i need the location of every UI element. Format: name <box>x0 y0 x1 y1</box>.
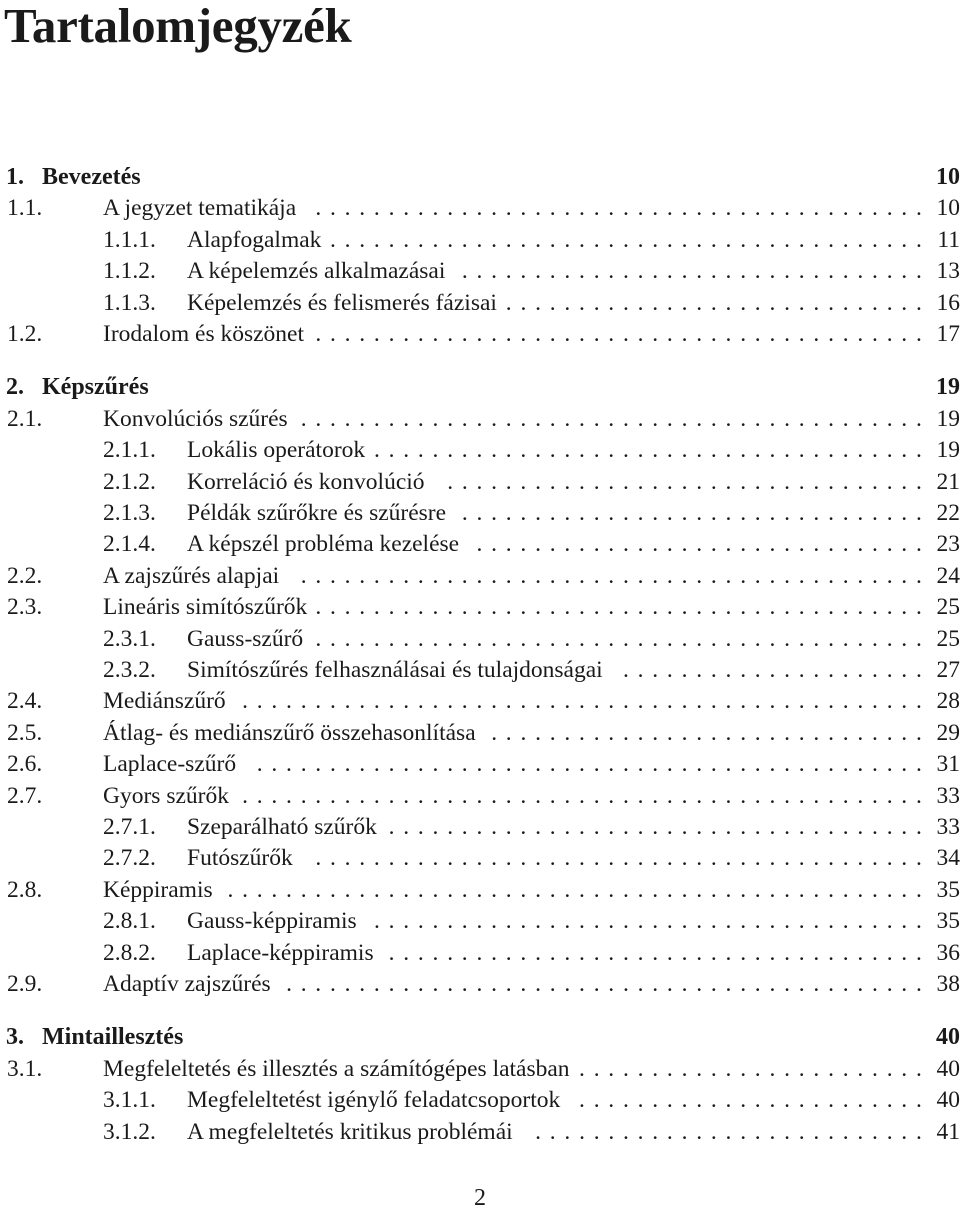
toc-dot-leader: . . . . . . . . . . . . . . . . . . . . . <box>611 655 930 685</box>
toc-entry-page: 36 <box>937 938 960 968</box>
toc-entry-page: 10 <box>936 162 960 192</box>
toc-entry-title: Konvolúciós szűrés <box>103 404 288 434</box>
toc-entry-number: 2.1.1. <box>103 435 156 465</box>
toc-entry-number: 2.5. <box>7 718 42 748</box>
toc-dot-leader: . . . . . . . . . . . . . . . . . . . . . . . . <box>578 1054 930 1084</box>
toc-dot-leader: . . . . . . . . . . . . . . . . . . . . . . . . . . . . . . . . . . . . . . . . . . . . . . . . <box>221 875 930 905</box>
toc-dot-leader: . . . . . . . . . . . . . . . . . . . . . . . . . . . . . . . <box>467 529 930 559</box>
toc-section-entry[interactable] <box>0 592 960 622</box>
toc-entry-number: 2.1.4. <box>103 529 156 559</box>
toc-entry-page: 33 <box>937 781 960 811</box>
toc-entry-number: 2.7. <box>7 781 42 811</box>
toc-section-entry[interactable] <box>0 404 960 434</box>
toc-entry-page: 22 <box>937 498 960 528</box>
toc-subsection-entry[interactable] <box>0 1085 960 1115</box>
toc-entry-number: 2.1.2. <box>103 467 156 497</box>
toc-section-entry[interactable] <box>0 319 960 349</box>
toc-entry-title: Alapfogalmak <box>187 225 321 255</box>
toc-dot-leader: . . . . . . . . . . . . . . . . . . . . . . . . . . . . . . . . . . . . . . . . . . <box>312 319 930 349</box>
toc-dot-leader: . . . . . . . . . . . . . . . . . . . . . . . . . . . . . . . . . . . . . . . . . . <box>311 624 930 654</box>
toc-entry-number: 1.1.1. <box>103 225 156 255</box>
toc-entry-number: 1.1.3. <box>103 288 156 318</box>
toc-dot-leader: . . . . . . . . . . . . . . . . . . . . . . . . . . . . . . . . . . . . . . . . . . . <box>296 404 930 434</box>
toc-entry-page: 35 <box>937 875 960 905</box>
toc-entry-number: 2.8.2. <box>103 938 156 968</box>
toc-entry-number: 2.2. <box>7 561 42 591</box>
toc-entry-page: 40 <box>937 1054 960 1084</box>
toc-subsection-entry[interactable] <box>0 906 960 936</box>
toc-entry-page: 19 <box>937 435 960 465</box>
toc-dot-leader: . . . . . . . . . . . . . . . . . . . . . . . . . . . . . . . . . <box>433 467 930 497</box>
toc-entry-page: 33 <box>937 812 960 842</box>
toc-entry-title: Képpiramis <box>103 875 213 905</box>
toc-dot-leader: . . . . . . . . . . . . . . . . . . . . . . . . . . . . . . . . . . . . . . <box>373 435 930 465</box>
toc-dot-leader: . . . . . . . . . . . . . . . . . . . . . . . . . . . . . <box>505 288 930 318</box>
toc-entry-title: Gauss-szűrő <box>187 624 303 654</box>
toc-entry-title: Mediánszűrő <box>103 686 226 716</box>
toc-dot-leader: . . . . . . . . . . . . . . . . . . . . . . . . . . . . . . . . . . . . . . . . . . . <box>287 561 930 591</box>
toc-entry-title: Szeparálható szűrők <box>187 812 377 842</box>
toc-dot-leader: . . . . . . . . . . . . . . . . . . . . . . . . . . . . . . . . . . . . . . . . . . <box>304 193 930 223</box>
page-title: Tartalomjegyzék <box>4 0 352 52</box>
toc-entry-number: 2.7.1. <box>103 812 156 842</box>
toc-dot-leader: . . . . . . . . . . . . . . . . . . . . . . . . . . . . . . . . . . . . . . . . . . <box>315 592 930 622</box>
toc-entry-title: Futószűrők <box>187 843 293 873</box>
toc-entry-page: 10 <box>937 193 960 223</box>
toc-entry-number: 2. <box>6 372 24 402</box>
toc-entry-number: 1.1. <box>7 193 42 223</box>
toc-entry-title: Bevezetés <box>42 162 141 192</box>
toc-section-entry[interactable] <box>0 193 960 223</box>
toc-subsection-entry[interactable] <box>0 938 960 968</box>
toc-subsection-entry[interactable] <box>0 655 960 685</box>
toc-section-entry[interactable] <box>0 749 960 779</box>
toc-chapter-entry[interactable] <box>0 162 960 192</box>
toc-entry-title: Példák szűrőkre és szűrésre <box>187 498 446 528</box>
toc-dot-leader: . . . . . . . . . . . . . . . . . . . . . . . . . . . . . . . . <box>453 256 930 286</box>
toc-subsection-entry[interactable] <box>0 812 960 842</box>
toc-entry-title: A jegyzet tematikája <box>103 193 296 223</box>
toc-dot-leader: . . . . . . . . . . . . . . . . . . . . . . . . <box>568 1085 930 1115</box>
toc-entry-number: 1. <box>6 162 24 192</box>
toc-dot-leader: . . . . . . . . . . . . . . . . . . . . . . . . . . . . . . . . . . . . . . . . . . . . . . . <box>237 781 930 811</box>
toc-entry-page: 27 <box>937 655 960 685</box>
toc-entry-page: 29 <box>937 718 960 748</box>
toc-subsection-entry[interactable] <box>0 256 960 286</box>
toc-entry-title: Simítószűrés felhasználásai és tulajdonságai <box>187 655 603 685</box>
toc-entry-title: Képszűrés <box>42 372 149 402</box>
toc-section-entry[interactable] <box>0 1054 960 1084</box>
toc-entry-page: 40 <box>936 1022 960 1052</box>
toc-entry-title: Lineáris simítószűrők <box>103 592 307 622</box>
toc-section-entry[interactable] <box>0 561 960 591</box>
toc-entry-page: 34 <box>937 843 960 873</box>
toc-section-entry[interactable] <box>0 875 960 905</box>
toc-subsection-entry[interactable] <box>0 624 960 654</box>
toc-section-entry[interactable] <box>0 686 960 716</box>
toc-entry-number: 3. <box>6 1022 24 1052</box>
toc-entry-number: 3.1. <box>7 1054 42 1084</box>
toc-subsection-entry[interactable] <box>0 1117 960 1147</box>
toc-entry-number: 1.1.2. <box>103 256 156 286</box>
toc-entry-title: Megfeleltetést igénylő feladatcsoportok <box>187 1085 560 1115</box>
toc-entry-title: Mintaillesztés <box>42 1022 183 1052</box>
toc-entry-page: 25 <box>937 624 960 654</box>
toc-entry-title: A megfeleltetés kritikus problémái <box>187 1117 513 1147</box>
toc-subsection-entry[interactable] <box>0 435 960 465</box>
toc-entry-title: Lokális operátorok <box>187 435 365 465</box>
toc-section-entry[interactable] <box>0 718 960 748</box>
toc-entry-title: A zajszűrés alapjai <box>103 561 279 591</box>
toc-entry-number: 2.8. <box>7 875 42 905</box>
toc-entry-page: 38 <box>937 969 960 999</box>
page-number: 2 <box>0 1183 960 1213</box>
toc-entry-number: 2.6. <box>7 749 42 779</box>
toc-entry-title: Korreláció és konvolúció <box>187 467 425 497</box>
toc-entry-title: Gauss-képpiramis <box>187 906 357 936</box>
toc-entry-page: 24 <box>937 561 960 591</box>
toc-entry-number: 2.7.2. <box>103 843 156 873</box>
toc-entry-page: 31 <box>937 749 960 779</box>
toc-entry-number: 1.2. <box>7 319 42 349</box>
toc-dot-leader: . . . . . . . . . . . . . . . . . . . . . . . . . . . . . . . . . . . . . . <box>365 906 930 936</box>
toc-entry-number: 3.1.2. <box>103 1117 156 1147</box>
toc-entry-number: 2.4. <box>7 686 42 716</box>
toc-dot-leader: . . . . . . . . . . . . . . . . . . . . . . . . . . . . . . . . . . . . . . . . . <box>329 225 931 255</box>
toc-dot-leader: . . . . . . . . . . . . . . . . . . . . . . . . . . . <box>521 1117 930 1147</box>
toc-entry-page: 35 <box>937 906 960 936</box>
toc-subsection-entry[interactable] <box>0 288 960 318</box>
toc-section-entry[interactable] <box>0 969 960 999</box>
toc-entry-page: 23 <box>937 529 960 559</box>
toc-chapter-entry[interactable] <box>0 1022 960 1052</box>
toc-entry-page: 19 <box>936 372 960 402</box>
toc-entry-title: Laplace-képpiramis <box>187 938 374 968</box>
toc-entry-page: 25 <box>937 592 960 622</box>
toc-entry-title: A képszél probléma kezelése <box>187 529 459 559</box>
toc-subsection-entry[interactable] <box>0 225 960 255</box>
toc-entry-title: Adaptív zajszűrés <box>103 969 271 999</box>
toc-entry-page: 40 <box>937 1085 960 1115</box>
toc-entry-page: 16 <box>937 288 960 318</box>
toc-entry-title: Irodalom és köszönet <box>103 319 304 349</box>
toc-entry-title: Gyors szűrők <box>103 781 229 811</box>
toc-entry-title: Megfeleltetés és illesztés a számítógépes latásban <box>103 1054 570 1084</box>
toc-entry-number: 2.1. <box>7 404 42 434</box>
toc-dot-leader: . . . . . . . . . . . . . . . . . . . . . . . . . . . . . . . . . . . . . . . . . . . . . . . <box>234 686 930 716</box>
toc-dot-leader: . . . . . . . . . . . . . . . . . . . . . . . . . . . . . . . . <box>454 498 930 528</box>
toc-entry-number: 2.8.1. <box>103 906 156 936</box>
toc-subsection-entry[interactable] <box>0 498 960 528</box>
toc-entry-title: Képelemzés és felismerés fázisai <box>187 288 497 318</box>
toc-subsection-entry[interactable] <box>0 843 960 873</box>
toc-dot-leader: . . . . . . . . . . . . . . . . . . . . . . . . . . . . . . . . . . . . . <box>385 812 930 842</box>
toc-entry-number: 2.3.1. <box>103 624 156 654</box>
toc-section-entry[interactable] <box>0 781 960 811</box>
toc-entry-number: 2.3.2. <box>103 655 156 685</box>
toc-dot-leader: . . . . . . . . . . . . . . . . . . . . . . . . . . . . . . . . . . . . . . . . . . <box>301 843 930 873</box>
toc-entry-page: 21 <box>937 467 960 497</box>
toc-subsection-entry[interactable] <box>0 467 960 497</box>
toc-subsection-entry[interactable] <box>0 529 960 559</box>
toc-entry-number: 3.1.1. <box>103 1085 156 1115</box>
toc-entry-number: 2.3. <box>7 592 42 622</box>
toc-entry-title: A képelemzés alkalmazásai <box>187 256 445 286</box>
toc-entry-page: 13 <box>937 256 960 286</box>
toc-chapter-entry[interactable] <box>0 372 960 402</box>
toc-dot-leader: . . . . . . . . . . . . . . . . . . . . . . . . . . . . . . <box>484 718 930 748</box>
toc-entry-number: 2.9. <box>7 969 42 999</box>
toc-entry-title: Laplace-szűrő <box>103 749 236 779</box>
toc-entry-page: 11 <box>937 225 960 255</box>
toc-entry-page: 19 <box>937 404 960 434</box>
toc-entry-title: Átlag- és mediánszűrő összehasonlítása <box>103 718 476 748</box>
toc-dot-leader: . . . . . . . . . . . . . . . . . . . . . . . . . . . . . . . . . . . . . <box>382 938 930 968</box>
toc-dot-leader: . . . . . . . . . . . . . . . . . . . . . . . . . . . . . . . . . . . . . . . . . . . . <box>279 969 930 999</box>
toc-entry-page: 17 <box>937 319 960 349</box>
toc-entry-page: 28 <box>937 686 960 716</box>
toc-dot-leader: . . . . . . . . . . . . . . . . . . . . . . . . . . . . . . . . . . . . . . . . . . . . . . <box>244 749 930 779</box>
toc-entry-number: 2.1.3. <box>103 498 156 528</box>
toc-entry-page: 41 <box>937 1117 960 1147</box>
